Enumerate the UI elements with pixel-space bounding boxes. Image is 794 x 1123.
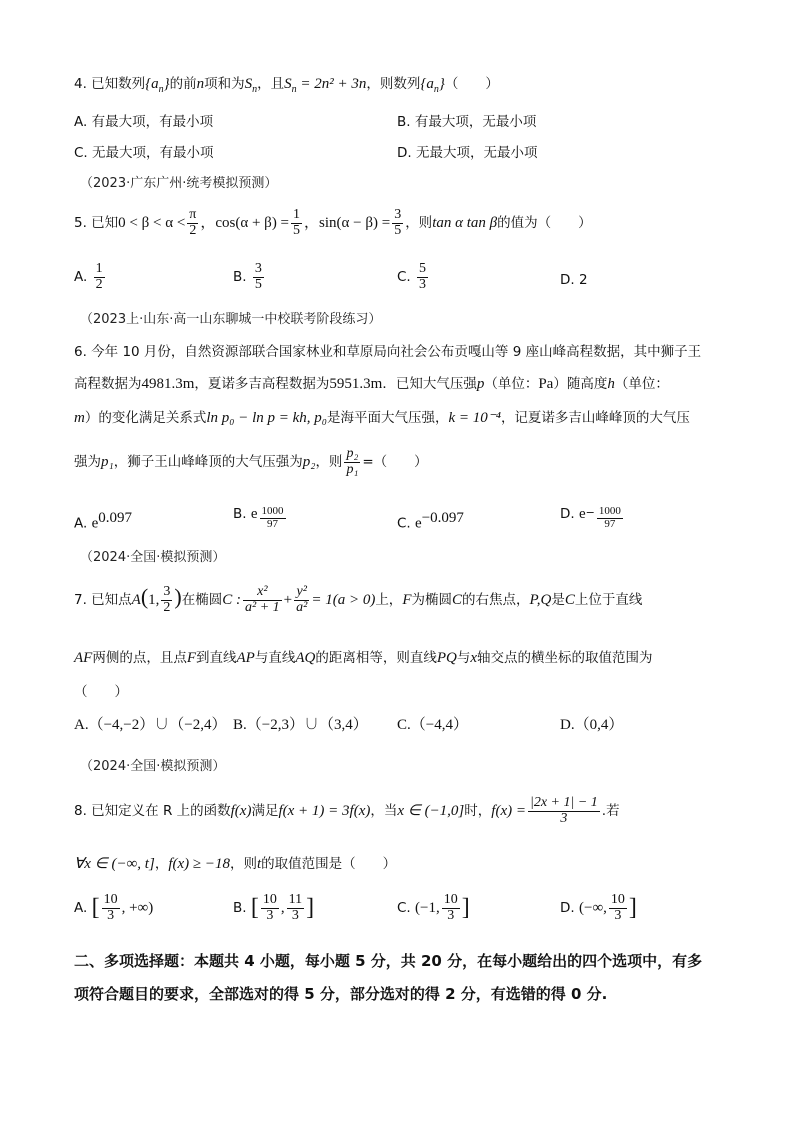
q7-text: 到直线 [196, 650, 237, 666]
q8-d-frac [609, 893, 627, 923]
q4-S: S [284, 76, 292, 92]
q8-option-c [397, 893, 470, 923]
q8-option-d [560, 893, 637, 923]
q4-seq: {a [145, 76, 159, 92]
q6-text: ．已知大气压强 [382, 376, 477, 392]
q6-ratio-den: p₁ [346, 461, 359, 477]
q6-text: ，记夏诺多吉山峰峰顶的大气压 [500, 410, 690, 426]
q6-b-label: B. [233, 506, 247, 522]
q8-option-b [233, 893, 314, 923]
q7-option-a: A.（−4,−2）∪（−2,4） [74, 717, 227, 733]
q7-text: 两侧的点，且点 [92, 650, 187, 666]
q8-text: 的取值范围是（ ） [261, 856, 397, 872]
q4-seq-sub: n [158, 84, 164, 95]
q7-x-num: x² [243, 585, 282, 601]
q6-option-c [397, 510, 464, 533]
q8-a-frac [102, 893, 120, 923]
q7-eq: = 1(a > 0) [311, 592, 376, 608]
q6-m: m [74, 410, 85, 426]
q8-d-den: 3 [614, 907, 622, 923]
q8-b-label: B. [233, 900, 247, 917]
q8-b-den1: 3 [266, 907, 274, 923]
q8-a-num: 10 [103, 892, 118, 907]
q5-option-a [74, 262, 107, 292]
q6-p2: p₂ [302, 454, 316, 471]
q6-b-exp [260, 506, 286, 530]
q4-text: 项和为 [204, 76, 245, 92]
q8-c-left: (−1, [415, 900, 440, 917]
q8-c-label: C. [397, 900, 411, 917]
q6-p1: p₁ [101, 454, 114, 471]
q7-point-num: 3 [163, 583, 171, 599]
q8-b-frac2 [287, 893, 304, 923]
q6-d-num: 1000 [598, 505, 621, 517]
q5-five: 5 [293, 222, 301, 238]
q8-fx: f(x) [230, 803, 252, 820]
q5-fraction-3-5 [392, 208, 403, 238]
q5-text: ，则 [405, 215, 433, 232]
q8-forall: ∀x ∈ (−∞, t] [74, 856, 155, 872]
q4-blank: （ ） [444, 76, 499, 92]
q6-unit: Pa [538, 376, 554, 392]
q8-text: ，则 [229, 856, 257, 872]
q7-stem: 7. 已知点A(1, $\frac{3}{2}$ )在椭圆C : $\frac{\text{x²}}{\text{a² + 1}}$ + $\frac{\text{y²}}{\text{a²}}$ = 1(a > 0)上，F为椭圆C的右焦点，P,Q是C上位于直线 [74, 583, 643, 615]
q8-c-frac [442, 893, 460, 923]
q7-text: 7. 已知点 [74, 592, 132, 608]
q6-a-label: A. [74, 515, 88, 532]
q7-option-d: D.（0,4） [560, 717, 624, 733]
q7-C3: C [564, 592, 575, 608]
q6-h: h [607, 376, 615, 392]
q4-seq-close: } [163, 76, 170, 92]
q8-a-left: [ [91, 894, 100, 921]
q6-option-d [560, 506, 625, 530]
q7-PQ2: PQ [436, 650, 457, 666]
q6-text: ，夏诺多吉高程数据为 [194, 376, 330, 392]
q5-a-den: 2 [95, 276, 103, 292]
section2-heading-line2: 项符合题目的要求，全部选对的得 5 分，部分选对的得 2 分，有选错的得 0 分. [74, 985, 608, 1003]
q7-text: 轴交点的横坐标的取值范围为 [477, 650, 653, 666]
q7-PQ: P,Q [529, 592, 552, 608]
q6-d-label: D. [560, 506, 575, 522]
q7-text: 的距离相等，则直线 [315, 650, 437, 666]
q5-sin: ，sin(α − β) = [304, 215, 391, 232]
q5-two: 2 [189, 222, 197, 238]
q8-t: t [256, 856, 262, 872]
q5-option-c-frac [417, 262, 428, 292]
q6-ratio [344, 447, 360, 477]
q8-option-a [74, 893, 153, 923]
q7-text: 在椭圆 [181, 592, 223, 608]
q7-point-y [161, 585, 172, 615]
q4-option-b: B. 有最大项，无最小项 [397, 114, 537, 130]
q5-cos: ，cos(α + β) = [200, 215, 290, 232]
q8-fx2: f(x) = [491, 803, 526, 820]
q8-source: （2024·全国·模拟预测） [80, 759, 226, 774]
q5-b-num: 3 [254, 261, 262, 276]
q7-AQ: AQ [295, 650, 316, 666]
q5-option-a-label: A. [74, 269, 88, 286]
q5-pi: π [189, 207, 197, 222]
q4-stem [74, 72, 499, 95]
q8-text: 时， [464, 803, 492, 820]
q8-b-num2: 11 [288, 892, 303, 907]
q7-line2 [74, 646, 653, 667]
q6-text: 强为 [74, 454, 101, 471]
q6-c-exp: −0.097 [421, 510, 464, 526]
q8-c-den: 3 [447, 907, 455, 923]
q8-b-den2: 3 [291, 907, 299, 923]
q4-S: S [244, 76, 253, 92]
section2-heading-line1: 二、多项选择题：本题共 4 小题，每小题 5 分，共 20 分，在每小题给出的四个选项中，有多 [74, 952, 703, 970]
q4-n: n [196, 76, 205, 92]
q7-text: 上， [375, 592, 403, 608]
q7-plus: + [283, 592, 293, 608]
q6-line4 [74, 447, 428, 477]
q8-domain: x ∈ (−1,0] [397, 803, 465, 820]
q6-relation: ln p₀ − ln p = kh, p₀ [206, 410, 328, 426]
q6-d-e: e [578, 506, 586, 522]
q7-text: 为椭圆 [411, 592, 452, 608]
q7-text: 与直线 [254, 650, 296, 666]
q6-d-neg: − [585, 506, 595, 519]
q8-a-right: , +∞) [121, 900, 154, 917]
q4-seq-sub: n [433, 84, 439, 95]
q5-fraction-1-5 [291, 208, 302, 238]
q6-text: ）随高度 [553, 376, 608, 392]
q7-C2: C [451, 592, 462, 608]
q7-C: C : [222, 592, 241, 608]
q8-relation: f(x + 1) = 3f(x) [278, 803, 371, 820]
q7-F: F [402, 592, 412, 608]
q4-text: ，则数列 [366, 76, 421, 92]
q7-y-term [294, 585, 309, 615]
q7-x: x [470, 650, 477, 666]
q7-text: 是 [551, 592, 565, 608]
q5-condition: 0 < β < α < [118, 215, 186, 232]
q8-c-right: ] [461, 894, 470, 921]
q5-option-c-label: C. [397, 269, 411, 286]
q8-fraction [528, 796, 600, 826]
q8-d-label: D. [560, 900, 575, 917]
q4-option-a: A. 有最大项，有最小项 [74, 114, 214, 130]
q8-d-num: 10 [610, 892, 625, 907]
q8-frac-num: |2x + 1| − 1 [529, 795, 598, 810]
q6-value2: 5951.3m [329, 376, 383, 392]
q5-option-c [397, 262, 430, 292]
q6-line3 [74, 406, 690, 427]
q6-text: =（ ） [362, 454, 428, 471]
q6-b-num: 1000 [261, 505, 284, 517]
q5-a-num: 1 [95, 261, 103, 276]
q5-tan: tan α tan β [432, 215, 498, 232]
q7-point-x: 1, [148, 592, 160, 608]
q6-text: （单位： [614, 376, 669, 392]
q6-line1: 6. 今年 10 月份，自然资源部联合国家林业和草原局向社会公布贡嘎山等 9 座山峰高程数据，其中狮子王 [74, 344, 702, 360]
q6-text: ）的变化满足关系式 [84, 410, 207, 426]
q7-x-term [243, 585, 282, 615]
q7-AF: AF [74, 650, 93, 666]
q6-text: （单位： [484, 376, 539, 392]
q8-stem [74, 796, 620, 826]
q4-text: 的前 [169, 76, 197, 92]
q8-b-right: ] [306, 894, 315, 921]
q6-b-e: e [250, 506, 258, 522]
q5-option-b [233, 262, 266, 292]
q8-ineq: f(x) ≥ −18 [168, 856, 230, 872]
q4-option-d: D. 无最大项，无最小项 [397, 145, 538, 161]
q6-d-exp [597, 506, 623, 530]
q8-d-right: ] [628, 894, 637, 921]
q7-y-num: y² [294, 585, 309, 601]
q4-S-sub: n [252, 84, 258, 95]
q7-text: 与 [456, 650, 471, 666]
q6-source: （2023上·山东·高一山东聊城一中校联考阶段练习） [80, 312, 382, 327]
q6-k: k = 10⁻⁴ [448, 410, 501, 426]
q5-source: （2023·广东广州·统考模拟预测） [80, 176, 278, 191]
q6-line2 [74, 372, 669, 393]
q5-option-b-label: B. [233, 269, 247, 286]
q8-b-num1: 10 [262, 892, 277, 907]
q6-text: ，则 [315, 454, 343, 471]
q5-stem [74, 208, 592, 238]
q7-A: A [131, 592, 141, 608]
q4-formula: = 2n² + 3n [300, 76, 367, 92]
q8-text: 满足 [251, 803, 279, 820]
q8-d-left: (−∞, [578, 900, 607, 917]
q6-c-e: e [415, 515, 422, 532]
q5-b-den: 5 [254, 276, 262, 292]
q4-seq: {a [420, 76, 434, 92]
q7-AP: AP [236, 650, 255, 666]
q6-option-a [74, 510, 132, 533]
q5-option-a-frac [94, 262, 105, 292]
q7-x-den: a² + 1 [245, 599, 280, 615]
q6-text: 是海平面大气压强， [327, 410, 449, 426]
q4-S-sub: n [291, 84, 297, 95]
q6-option-b [233, 506, 288, 530]
q8-b-left: [ [250, 894, 259, 921]
q5-five2: 5 [394, 222, 402, 238]
q6-value1: 4981.3m [141, 376, 195, 392]
q8-b-frac1 [261, 893, 279, 923]
q6-text: ，狮子王山峰峰顶的大气压强为 [113, 454, 303, 471]
q8-b-comma: , [280, 900, 285, 917]
q6-d-den: 97 [604, 517, 616, 530]
q5-three: 3 [394, 207, 402, 222]
q7-text: 的右焦点， [462, 592, 530, 608]
q4-text: ，且 [257, 76, 285, 92]
q8-c-num: 10 [443, 892, 458, 907]
q6-ratio-num: p₂ [346, 446, 359, 461]
q6-text: 高程数据为 [74, 376, 142, 392]
q4-text: 4. 已知数列 [74, 76, 146, 92]
q6-c-label: C. [397, 515, 411, 532]
q4-seq-close: } [438, 76, 445, 92]
q8-a-label: A. [74, 900, 88, 917]
q5-fraction-pi-2 [187, 208, 198, 238]
q7-F2: F [186, 650, 196, 666]
q6-a-exp: 0.097 [98, 510, 133, 526]
q5-one: 1 [293, 207, 301, 222]
q5-option-b-frac [253, 262, 264, 292]
q8-text: .若 [601, 803, 620, 820]
q7-text: 上位于直线 [574, 592, 643, 608]
q7-y-den: a² [296, 599, 308, 615]
q5-text: 的值为（ ） [497, 215, 592, 232]
q4-option-c: C. 无最大项，有最小项 [74, 145, 214, 161]
q8-frac-den: 3 [560, 810, 568, 826]
q5-option-d: D. 2 [560, 272, 588, 288]
q8-text: ，当 [370, 803, 398, 820]
q5-c-den: 3 [419, 276, 427, 292]
q7-option-b: B.（−2,3）∪（3,4） [233, 717, 368, 733]
q8-text: 8. 已知定义在 R 上的函数 [74, 803, 231, 820]
q7-source: （2024·全国·模拟预测） [80, 550, 226, 565]
q8-a-den: 3 [107, 907, 115, 923]
q8-text: ， [154, 856, 169, 872]
q7-blank: （ ） [74, 684, 128, 700]
q7-option-c: C.（−4,4） [397, 717, 468, 733]
q6-p: p [476, 376, 485, 392]
q8-line2 [74, 852, 396, 873]
q7-point-den: 2 [163, 599, 171, 615]
q5-text: 5. 已知 [74, 215, 119, 232]
q6-a-e: e [91, 515, 99, 532]
q6-b-den: 97 [267, 517, 279, 530]
q5-c-num: 5 [419, 261, 427, 276]
